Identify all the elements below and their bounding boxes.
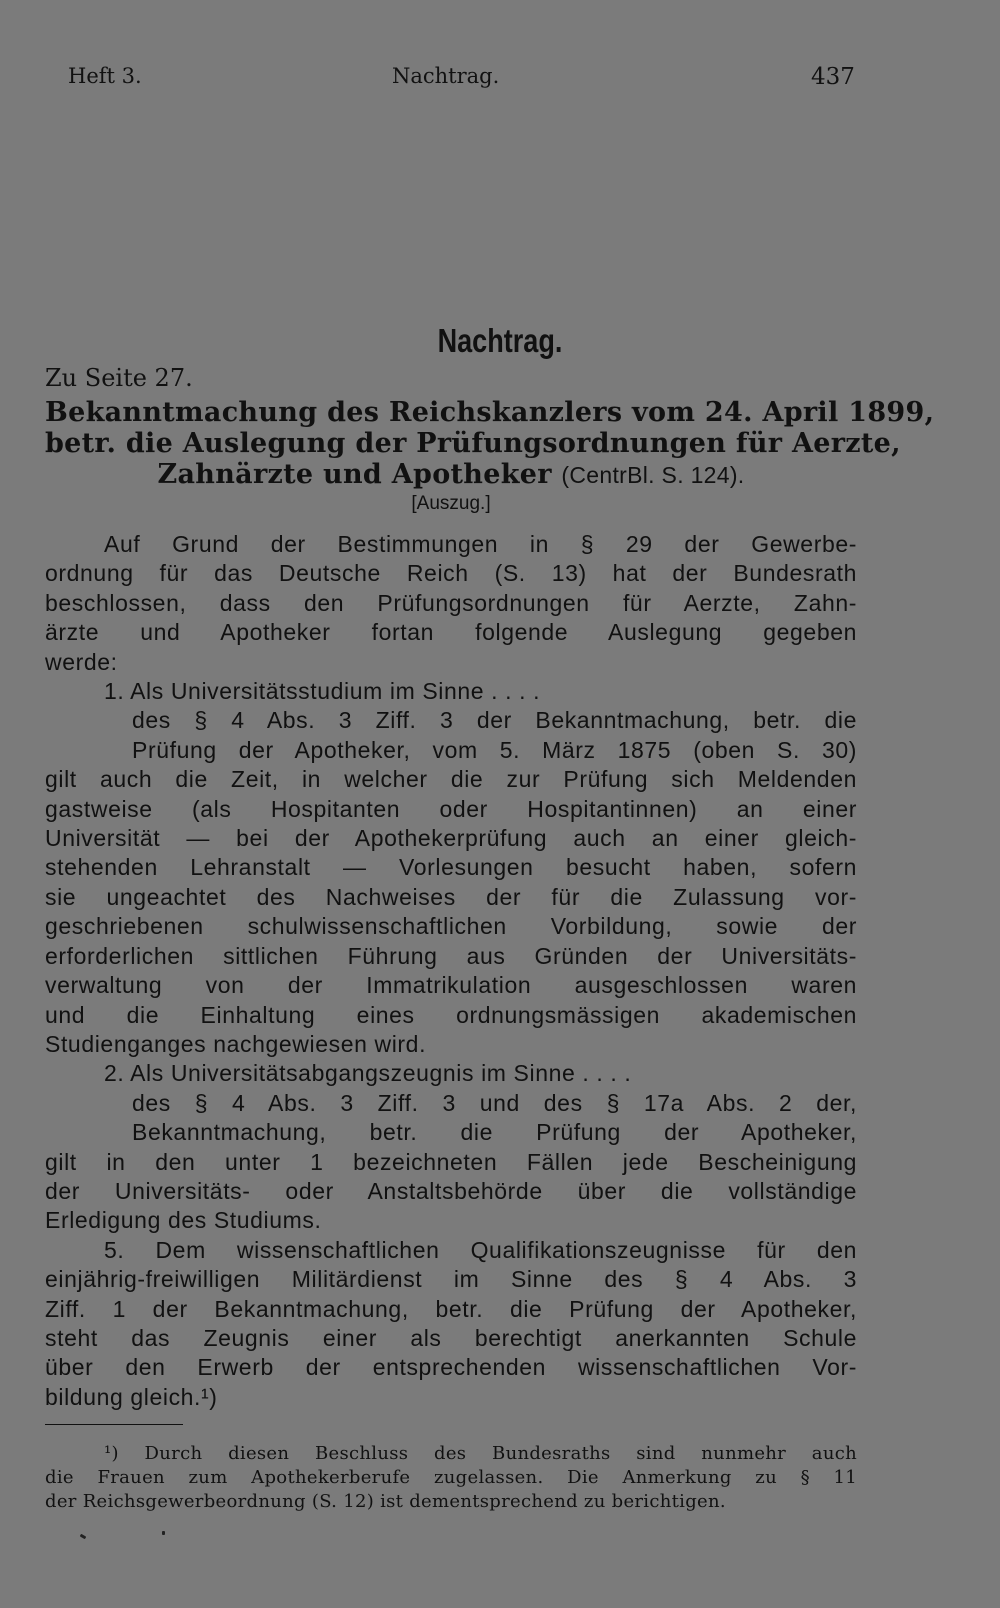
heading-line-1: Bekanntmachung des Reichskanzlers vom 24. April 1899,	[45, 397, 935, 428]
body-line: erforderlichen sittlichen Führung aus Gründen der Universitäts-	[45, 942, 857, 969]
body-line: steht das Zeugnis einer als berechtigt anerkannten Schule	[45, 1324, 857, 1351]
footnote	[45, 1442, 857, 1514]
body-line: gilt in den unter 1 bezeichneten Fällen jede Bescheinigung	[45, 1148, 857, 1175]
body-text	[45, 530, 857, 1412]
heading-line-3	[45, 459, 857, 491]
body-line: 2. Als Universitätsabgangszeugnis im Sinne . . . .	[104, 1060, 632, 1087]
footnote-line: der Reichsgewerbeordnung (S. 12) ist dementsprechend zu berichtigen.	[45, 1491, 726, 1512]
body-line: 1. Als Universitätsstudium im Sinne . . . .	[104, 678, 541, 705]
body-line: Universität — bei der Apothekerprüfung auch an einer gleich-	[45, 825, 857, 852]
page-reference: Zu Seite 27.	[45, 364, 193, 392]
body-line: des § 4 Abs. 3 Ziff. 3 und des § 17a Abs. 2 der,	[132, 1089, 857, 1116]
footnote-line: die Frauen zum Apothekerberufe zugelassen. Die Anmerkung zu § 11	[45, 1467, 857, 1488]
body-line: Studienganges nachgewiesen wird.	[45, 1030, 427, 1057]
body-line: über den Erwerb der entsprechenden wissenschaftlichen Vor-	[45, 1354, 857, 1381]
page-number: 437	[811, 64, 855, 90]
footnote-divider	[45, 1424, 183, 1425]
page-title: Nachtrag.	[437, 322, 563, 359]
body-line: beschlossen, dass den Prüfungsordnungen für Aerzte, Zahn-	[45, 589, 857, 616]
body-line: 5. Dem wissenschaftlichen Qualifikationszeugnisse für den	[104, 1236, 857, 1263]
announcement-heading	[45, 397, 935, 515]
heading-citation: (CentrBl. S. 124).	[561, 462, 745, 488]
body-line: Prüfung der Apotheker, vom 5. März 1875 (oben S. 30)	[132, 736, 857, 763]
heading-line-2: betr. die Auslegung der Prüfungsordnungen für Aerzte,	[45, 428, 901, 459]
body-line: bildung gleich.¹)	[45, 1383, 218, 1410]
speck	[80, 1534, 87, 1540]
body-line: stehenden Lehranstalt — Vorlesungen besucht haben, sofern	[45, 854, 857, 881]
body-line: geschriebenen schulwissenschaftlichen Vorbildung, sowie der	[45, 913, 857, 940]
body-line: gilt auch die Zeit, in welcher die zur Prüfung sich Meldenden	[45, 766, 857, 793]
running-head-center: Nachtrag.	[392, 64, 500, 88]
body-line: ordnung für das Deutsche Reich (S. 13) hat der Bundesrath	[45, 560, 857, 587]
body-line: des § 4 Abs. 3 Ziff. 3 der Bekanntmachung, betr. die	[132, 707, 857, 734]
excerpt-label: [Auszug.]	[411, 493, 491, 514]
body-line: sie ungeachtet des Nachweises der für die Zulassung vor-	[45, 883, 857, 910]
body-line: werde:	[45, 648, 118, 675]
body-line: der Universitäts- oder Anstaltsbehörde über die vollständige	[45, 1177, 857, 1204]
body-line: ärzte und Apotheker fortan folgende Auslegung gegeben	[45, 619, 857, 646]
body-line: und die Einhaltung eines ordnungsmässigen akademischen	[45, 1001, 857, 1028]
footnote-line: ¹) Durch diesen Beschluss des Bundesraths sind nunmehr auch	[104, 1443, 857, 1464]
running-head-left: Heft 3.	[68, 64, 142, 88]
body-line: Bekanntmachung, betr. die Prüfung der Apotheker,	[132, 1119, 857, 1146]
heading-line-3-bold: Zahnärzte und Apotheker	[157, 459, 552, 490]
body-line: Ziff. 1 der Bekanntmachung, betr. die Prüfung der Apotheker,	[45, 1295, 857, 1322]
body-line: Erledigung des Studiums.	[45, 1207, 322, 1234]
body-line: Auf Grund der Bestimmungen in § 29 der Gewerbe-	[104, 531, 857, 557]
body-line: gastweise (als Hospitanten oder Hospitantinnen) an einer	[45, 795, 857, 822]
body-line: verwaltung von der Immatrikulation ausgeschlossen waren	[45, 972, 857, 999]
speck	[162, 1531, 165, 1535]
body-line: einjährig-freiwilligen Militärdienst im Sinne des § 4 Abs. 3	[45, 1266, 857, 1293]
